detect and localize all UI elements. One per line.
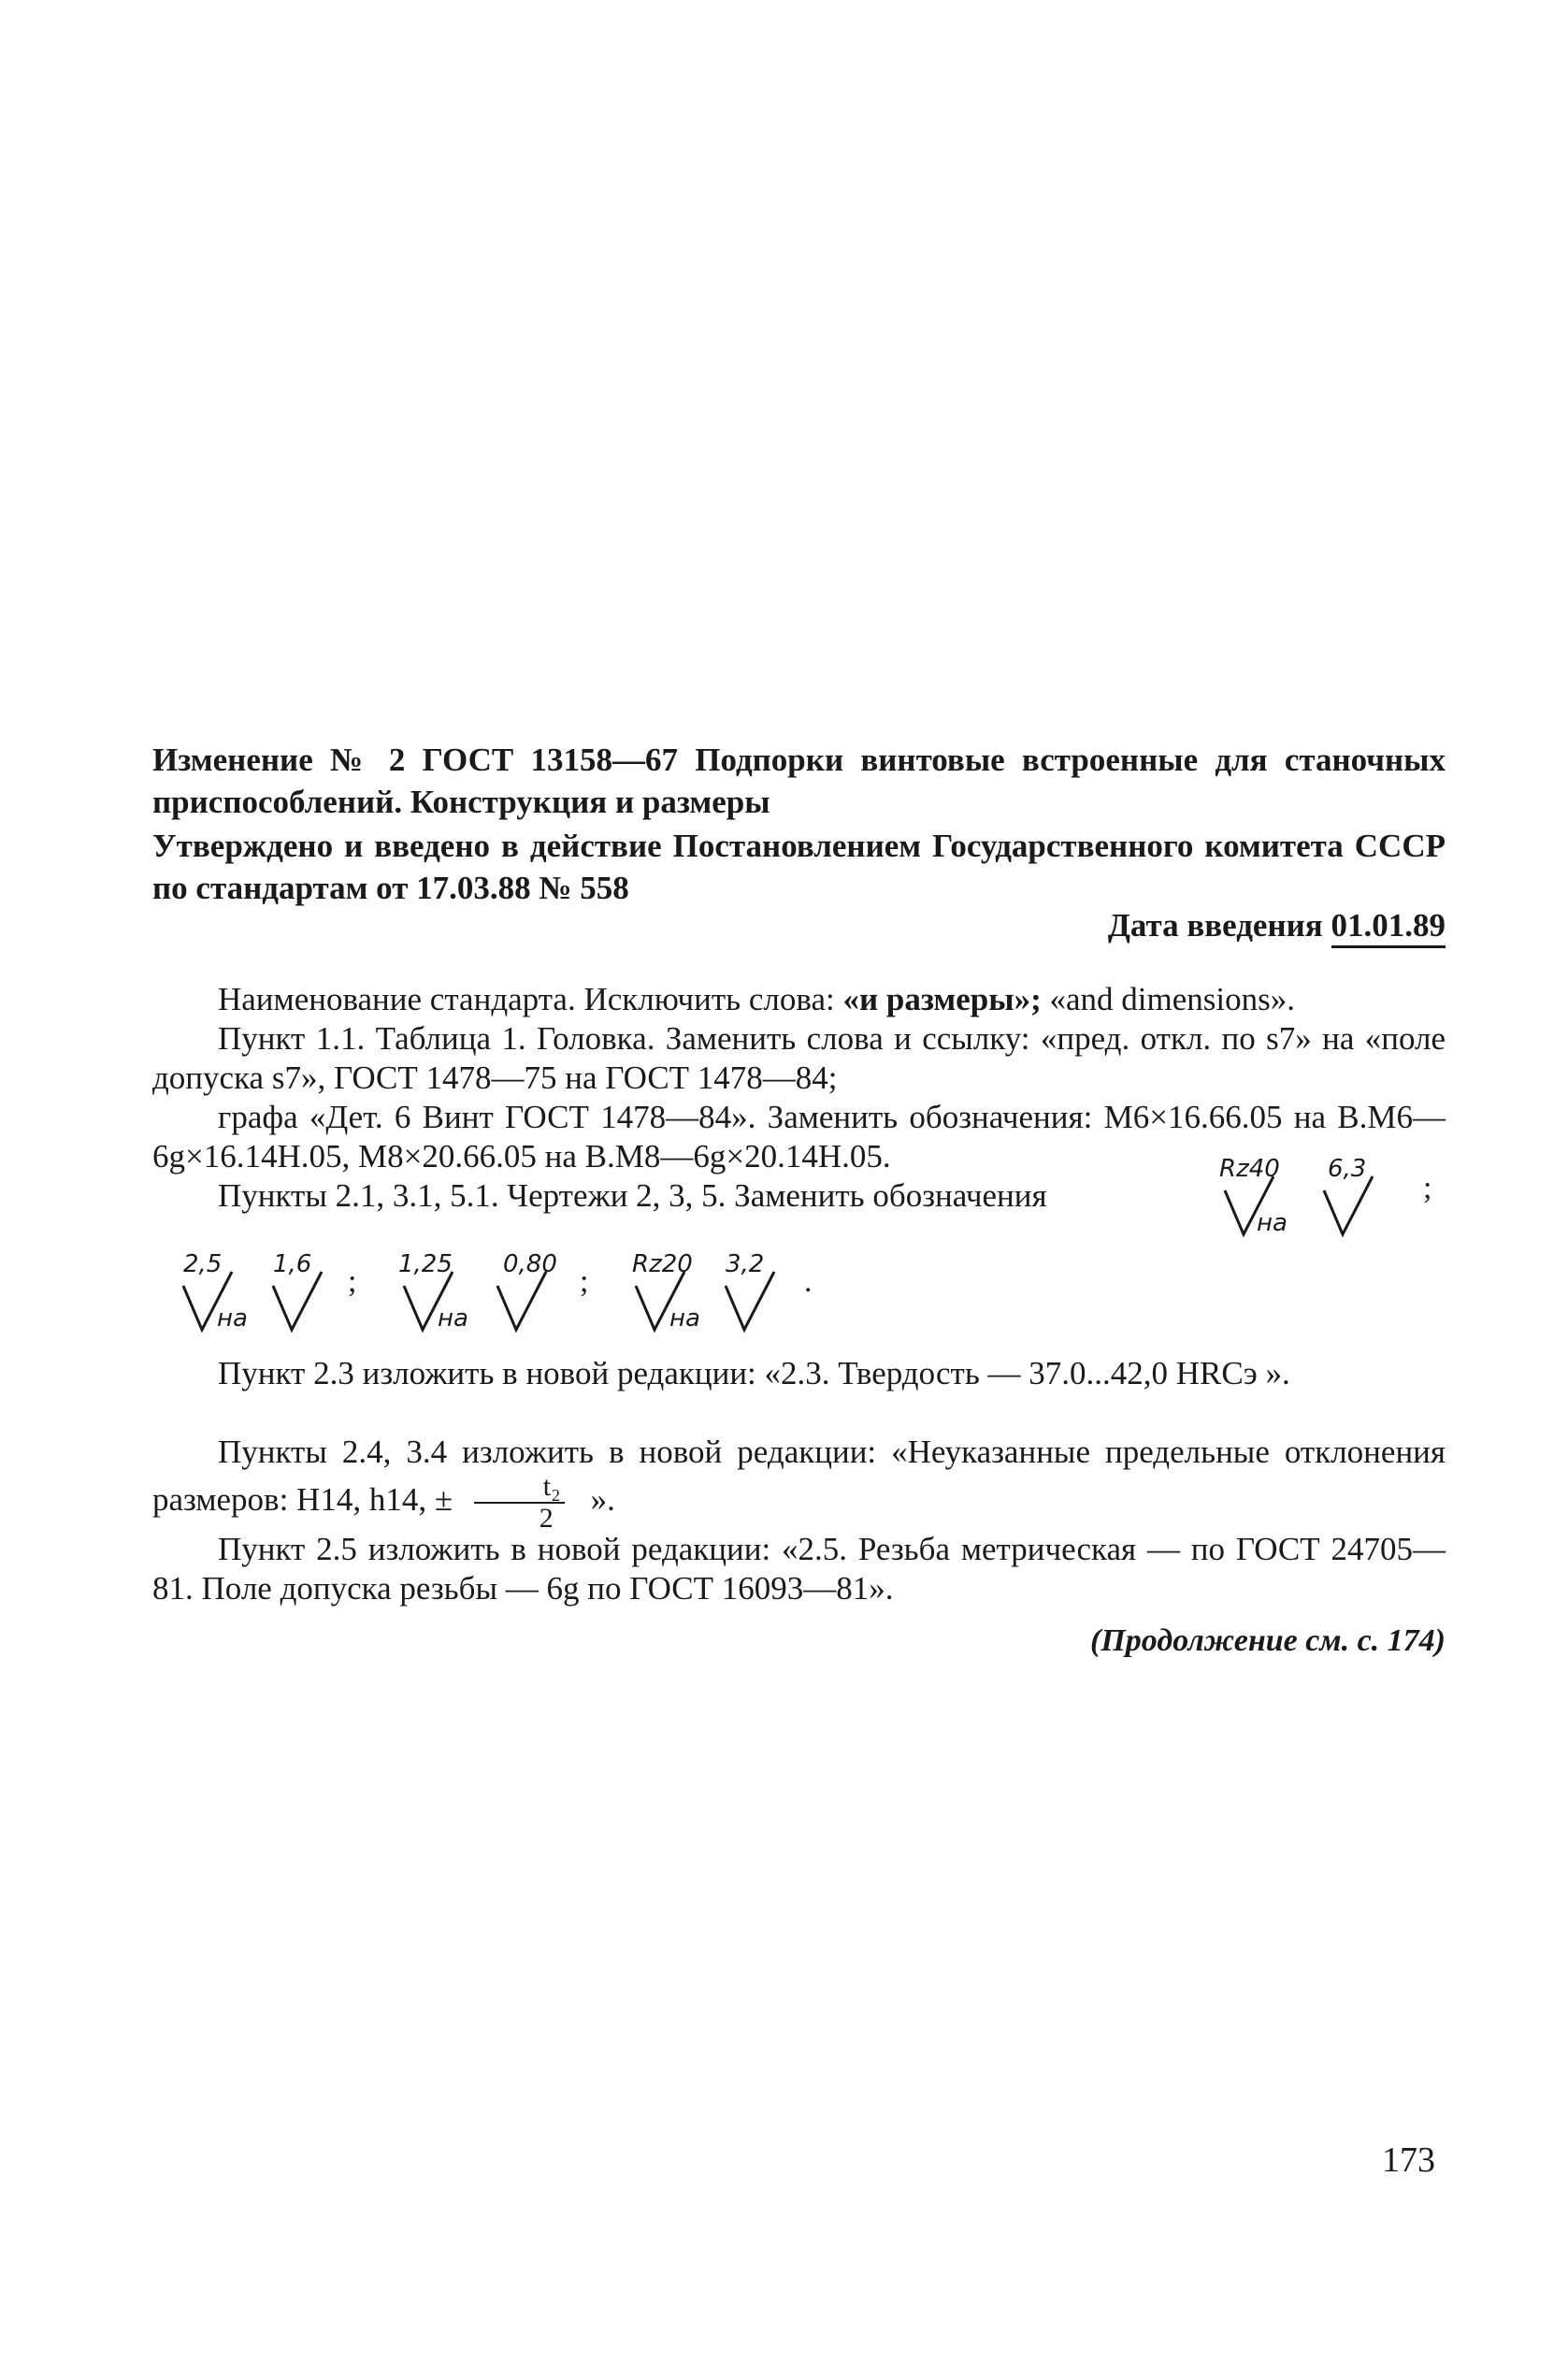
separator: ; bbox=[580, 1264, 589, 1299]
p6-end: ». bbox=[590, 1481, 615, 1519]
roughness-pair-4 bbox=[625, 1244, 849, 1337]
intro-date-label: Дата введения bbox=[1107, 907, 1323, 944]
fraction-numerator: t₂ bbox=[474, 1472, 565, 1504]
roughness-label: 3,2 bbox=[726, 1250, 765, 1278]
p4-text: Пункты 2.1, 3.1, 5.1. Чертежи 2, 3, 5. Заменить обозначения bbox=[218, 1177, 1047, 1214]
roughness-label: на bbox=[1257, 1209, 1287, 1237]
p1-bold: «и размеры»; bbox=[842, 981, 1042, 1017]
approval-statement: Утверждено и введено в действие Постановлением Государственного комитета СССР по стандартам от 17.03.88 № 558 bbox=[152, 828, 1446, 906]
p1-text-end: «and dimensions». bbox=[1041, 981, 1295, 1017]
paragraph-2-4 bbox=[152, 1433, 1446, 1534]
roughness-label: 2,5 bbox=[183, 1250, 223, 1278]
roughness-label: 1,6 bbox=[273, 1250, 312, 1278]
continued-note: (Продолжение см. с. 174) bbox=[1090, 1623, 1446, 1658]
roughness-label: на bbox=[669, 1305, 700, 1333]
roughness-label: 6,3 bbox=[1328, 1155, 1367, 1183]
page-number: 173 bbox=[1382, 2141, 1435, 2180]
roughness-label: на bbox=[217, 1305, 248, 1333]
fraction-t2-over-2 bbox=[474, 1472, 565, 1534]
paragraph-name bbox=[152, 980, 1446, 1019]
paragraph-column: графа «Дет. 6 Винт ГОСТ 1478—84». Заменить обозначения: М6×16.66.05 на В.М6—6g×16.14Н.05, М8×20.66.05 на В.М8—6g×20.14Н.05. bbox=[152, 1099, 1446, 1175]
roughness-pair-2 bbox=[180, 1244, 404, 1337]
separator: ; bbox=[1423, 1171, 1432, 1205]
roughness-label: 0,80 bbox=[503, 1250, 557, 1278]
p1-text: Наименование стандарта. Исключить слова: bbox=[218, 981, 843, 1017]
separator: ; bbox=[348, 1264, 357, 1299]
end-period: . bbox=[804, 1264, 813, 1299]
paragraph-2-3: Пункт 2.3 изложить в новой редакции: «2.3. Твердость — 37.0...42,0 HRCэ ». bbox=[218, 1355, 1290, 1391]
paragraph-2-5: Пункт 2.5 изложить в новой редакции: «2.5. Резьба метрическая — по ГОСТ 24705—81. Поле допуска резьбы — 6g по ГОСТ 16093—81». bbox=[152, 1531, 1446, 1607]
intro-date-value: 01.01.89 bbox=[1331, 907, 1446, 948]
roughness-label: Rz20 bbox=[632, 1250, 693, 1278]
fraction-denominator: 2 bbox=[539, 1503, 554, 1534]
p6-text: Пункты 2.4, 3.4 изложить в новой редакции: «Неуказанные предельные отклонения размеров: Н14, h14, ± bbox=[152, 1434, 1446, 1519]
roughness-label: на bbox=[438, 1305, 468, 1333]
introduction-date bbox=[152, 907, 1446, 944]
paragraph-1-1: Пункт 1.1. Таблица 1. Головка. Заменить слова и ссылку: «пред. откл. по s7» на «поле допуска s7», ГОСТ 1478—75 на ГОСТ 1478—84; bbox=[152, 1020, 1446, 1096]
change-title: Изменение № 2 ГОСТ 13158—67 Подпорки винтовые встроенные для станочных приспособлений. Конструкция и размеры bbox=[152, 742, 1446, 820]
roughness-pair-1 bbox=[1216, 1148, 1440, 1242]
roughness-label: 1,25 bbox=[398, 1250, 453, 1278]
roughness-label: Rz40 bbox=[1219, 1155, 1280, 1183]
